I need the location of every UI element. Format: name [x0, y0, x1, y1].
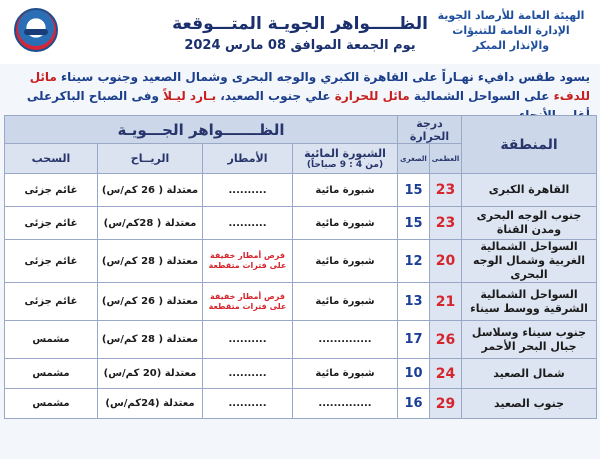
page-title: الظـــــواهر الجويـة المتـــوقعة [172, 14, 428, 34]
agency-line-1: الهيئة العامة للأرصاد الجوية [437, 9, 585, 22]
humidity-header-sub: (من 4 : 9 صباحاً) [306, 160, 384, 170]
humidity-cell: شبورة مائية [293, 240, 398, 283]
rain-header: الأمطار [203, 144, 293, 174]
wind-cell: معتدلة (20 كم/س) [98, 359, 203, 389]
humidity-cell: .............. [293, 389, 398, 419]
temp-max-cell: 20 [430, 240, 462, 283]
summary-text-4: وفى الصباح الباكرعلى [26, 89, 159, 103]
meteorological-authority-logo [14, 8, 58, 52]
temp-max-header: العظمى [430, 144, 462, 174]
table-row [5, 240, 597, 283]
table-row [5, 359, 597, 389]
temp-min-cell: 12 [398, 240, 430, 283]
rain-cell: .......... [203, 359, 293, 389]
rain-cell: .......... [203, 207, 293, 240]
table-row [5, 321, 597, 359]
temp-min-cell: 15 [398, 207, 430, 240]
temp-min-cell: 10 [398, 359, 430, 389]
region-cell: القاهرة الكبرى [462, 174, 597, 207]
region-cell: جنوب الصعيد [462, 389, 597, 419]
temp-max-cell: 21 [430, 283, 462, 321]
temp-min-cell: 13 [398, 283, 430, 321]
wind-cell: معتدلة ( 26 كم/س) [98, 283, 203, 321]
region-cell: جنوب الوجه البحرى ومدن القناة [462, 207, 597, 240]
forecast-date: يوم الجمعة الموافق 08 مارس 2024 [184, 38, 416, 53]
region-cell: السواحل الشمالية الشرقية ووسط سيناء [462, 283, 597, 321]
clouds-cell: غائم جزئى [5, 207, 98, 240]
clouds-cell: غائم جزئى [5, 174, 98, 207]
humidity-cell: شبورة مائية [293, 283, 398, 321]
temp-min-header: الصغرى [398, 144, 430, 174]
clouds-cell: مشمس [5, 389, 98, 419]
humidity-header-label: الشبورة المائية [304, 147, 386, 160]
rain-cell: .......... [203, 174, 293, 207]
temp-min-cell: 16 [398, 389, 430, 419]
rain-cell: .......... [203, 321, 293, 359]
wind-cell: معتدلة ( 28كم/س) [98, 207, 203, 240]
humidity-cell: شبورة مائية [293, 207, 398, 240]
table-row [5, 207, 597, 240]
wind-header: الريــاح [98, 144, 203, 174]
summary-warm-text: مائل للدفء [29, 70, 590, 103]
temp-max-cell: 29 [430, 389, 462, 419]
temp-max-cell: 26 [430, 321, 462, 359]
summary-text-2: على السواحل الشمالية [409, 89, 554, 103]
rain-cell: فرص أمطار خفيفة على فترات متقطعة [203, 283, 293, 321]
rain-cell: فرص أمطار خفيفة على فترات متقطعة [203, 240, 293, 283]
humidity-header [293, 144, 398, 174]
temp-max-cell: 23 [430, 174, 462, 207]
summary-text-1: يسود طقس دافيء نهـاراً على القاهرة الكبري والوجه البحرى وشمال الصعيد وجنوب سيناء [56, 70, 590, 84]
humidity-cell: شبورة مائية [293, 174, 398, 207]
humidity-cell: شبورة مائية [293, 359, 398, 389]
region-cell: جنوب سيناء وسلاسل جبال البحر الأحمر [462, 321, 597, 359]
region-cell: السواحل الشمالية الغربية وشمال الوجه البحرى [462, 240, 597, 283]
table-row [5, 174, 597, 207]
clouds-cell: غائم جزئى [5, 283, 98, 321]
table-row [5, 283, 597, 321]
clouds-cell: غائم جزئى [5, 240, 98, 283]
clouds-header: السحب [5, 144, 98, 174]
agency-line-2: الإدارة العامة للتنبؤات والإنذار المبكر [452, 24, 570, 52]
humidity-cell: .............. [293, 321, 398, 359]
wind-cell: معتدلة (24كم/س) [98, 389, 203, 419]
summary-cold-text: بـارد ليـلاً [163, 89, 217, 103]
region-cell: شمال الصعيد [462, 359, 597, 389]
summary-hot-text: مائل للحرارة [334, 89, 410, 103]
forecast-table [4, 115, 597, 419]
temp-max-cell: 23 [430, 207, 462, 240]
wind-cell: معتدلة ( 28 كم/س) [98, 321, 203, 359]
table-row [5, 389, 597, 419]
logo-wing-icon [24, 29, 48, 35]
wind-cell: معتدلة ( 26 كم/س) [98, 174, 203, 207]
region-header: المنطقة [462, 116, 597, 174]
clouds-cell: مشمس [5, 321, 98, 359]
header [0, 0, 600, 64]
rain-cell: .......... [203, 389, 293, 419]
phenomena-header: الظـــــــواهر الجـــويـة [5, 116, 398, 144]
temp-max-cell: 24 [430, 359, 462, 389]
summary-text-3: علي جنوب الصعيد، [216, 89, 335, 103]
temperature-header: درجة الحرارة [398, 116, 462, 144]
wind-cell: معتدلة ( 28 كم/س) [98, 240, 203, 283]
agency-name [436, 8, 586, 53]
temp-min-cell: 17 [398, 321, 430, 359]
temp-min-cell: 15 [398, 174, 430, 207]
clouds-cell: مشمس [5, 359, 98, 389]
